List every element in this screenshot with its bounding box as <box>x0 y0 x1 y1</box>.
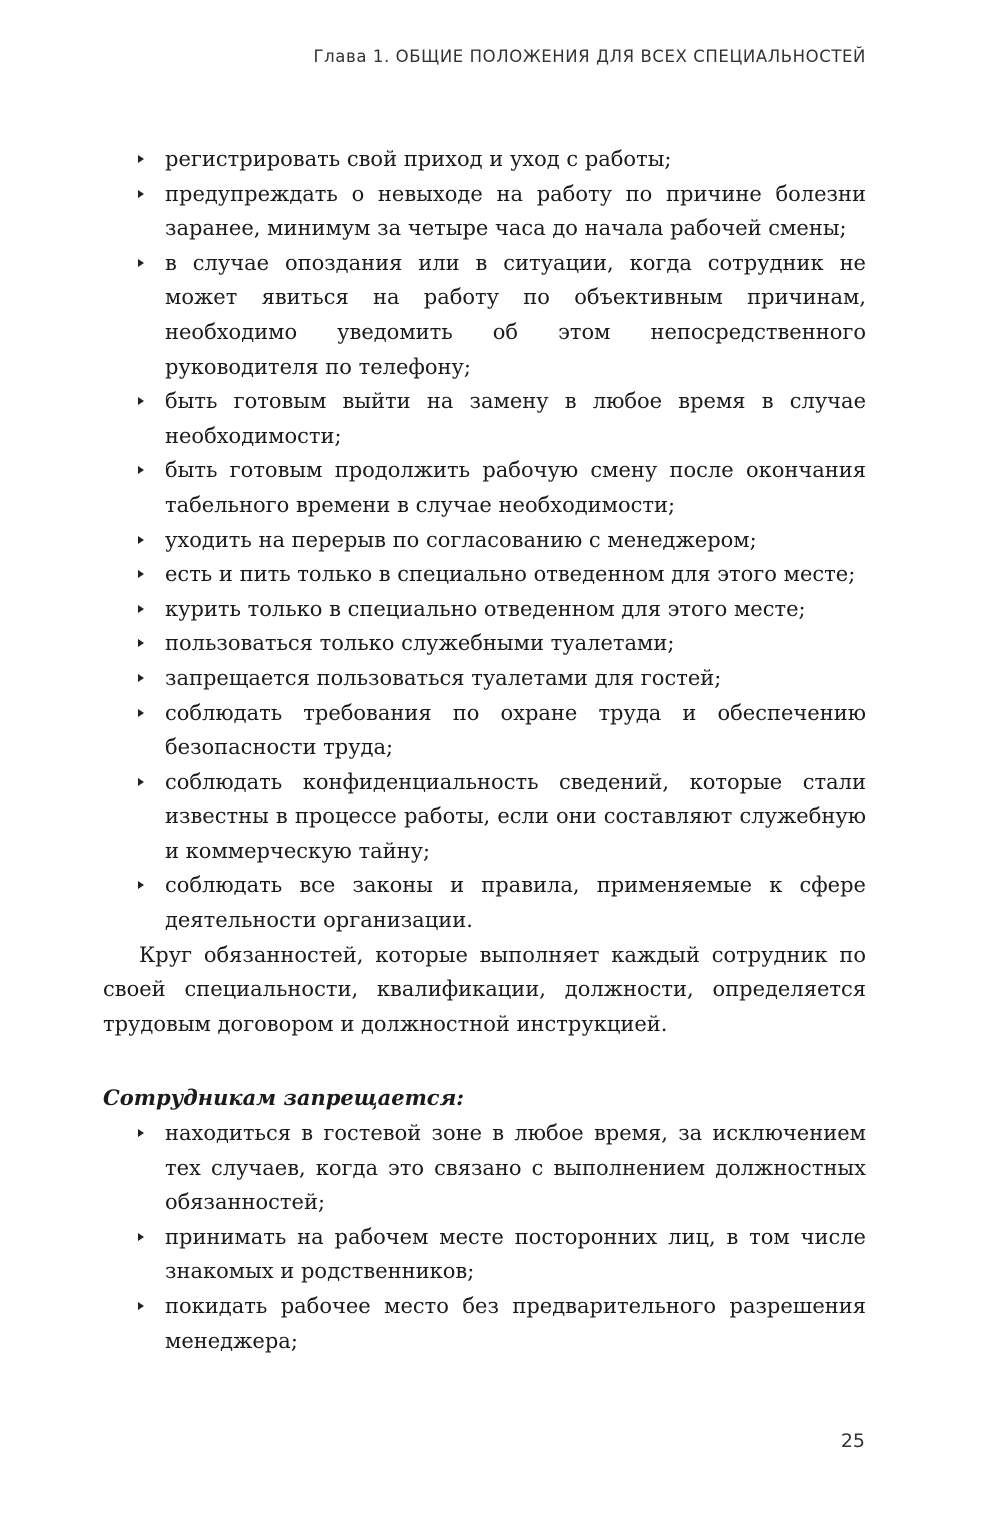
triangle-bullet-icon <box>138 397 144 405</box>
list-item-text: находиться в гостевой зоне в любое время, за исключением тех случаев, когда это связано с выполнением должностных обязанностей; <box>165 1121 866 1215</box>
list-item-text: курить только в специально отведенном для этого месте; <box>165 596 806 621</box>
triangle-bullet-icon <box>138 674 144 682</box>
list-item <box>165 765 866 869</box>
list-item-text: предупреждать о невыходе на работу по причине болезни заранее, минимум за четыре часа до начала рабочей смены; <box>165 181 866 241</box>
running-head: Глава 1. ОБЩИЕ ПОЛОЖЕНИЯ ДЛЯ ВСЕХ СПЕЦИАЛЬНОСТЕЙ <box>313 47 866 66</box>
list-item-text: соблюдать требования по охране труда и обеспечению безопасности труда; <box>165 700 866 760</box>
triangle-bullet-icon <box>138 466 144 474</box>
duties-list <box>103 142 866 938</box>
list-item-text: уходить на перерыв по согласованию с менеджером; <box>165 527 757 552</box>
list-item-text: пользоваться только служебными туалетами; <box>165 631 675 656</box>
triangle-bullet-icon <box>138 605 144 613</box>
list-item <box>165 868 866 937</box>
list-item <box>165 453 866 522</box>
list-item <box>165 557 866 592</box>
triangle-bullet-icon <box>138 155 144 163</box>
list-item <box>165 177 866 246</box>
triangle-bullet-icon <box>138 881 144 889</box>
body-paragraph: Круг обязанностей, которые выполняет каждый сотрудник по своей специальности, квалификации, должности, определяется трудовым договором и должностной инструкцией. <box>103 942 866 1036</box>
list-item <box>165 1220 866 1289</box>
list-item <box>165 696 866 765</box>
list-item-text: запрещается пользоваться туалетами для гостей; <box>165 665 722 690</box>
triangle-bullet-icon <box>138 709 144 717</box>
list-item <box>165 142 866 177</box>
triangle-bullet-icon <box>138 1233 144 1241</box>
section-title: Сотрудникам запрещается: <box>103 1085 465 1111</box>
list-item <box>165 1289 866 1358</box>
prohibited-list <box>103 1116 866 1358</box>
triangle-bullet-icon <box>138 259 144 267</box>
list-item <box>165 592 866 627</box>
list-item <box>165 384 866 453</box>
page-body <box>103 142 866 1358</box>
list-item <box>165 626 866 661</box>
list-item-text: быть готовым выйти на замену в любое время в случае необходимости; <box>165 389 866 448</box>
list-item-text: регистрировать свой приход и уход с работы; <box>165 147 672 171</box>
list-item-text: принимать на рабочем месте посторонних лиц, в том числе знакомых и родственников; <box>165 1224 866 1284</box>
list-item-text: в случае опоздания или в ситуации, когда сотрудник не может явиться на работу по объективным причинам, необходимо уведомить об этом непосредственного руководителя по телефону; <box>165 250 866 379</box>
list-item <box>165 523 866 558</box>
triangle-bullet-icon <box>138 536 144 544</box>
triangle-bullet-icon <box>138 190 144 198</box>
triangle-bullet-icon <box>138 1129 144 1137</box>
list-item-text: соблюдать конфиденциальность сведений, которые стали известны в процессе работы, если они составляют служебную и коммерческую тайну; <box>165 769 866 863</box>
triangle-bullet-icon <box>138 778 144 786</box>
list-item-text: есть и пить только в специально отведенном для этого месте; <box>165 562 856 587</box>
list-item <box>165 246 866 384</box>
page-number: 25 <box>840 1430 865 1452</box>
triangle-bullet-icon <box>138 570 144 578</box>
list-item-text: быть готовым продолжить рабочую смену после окончания табельного времени в случае необходимости; <box>165 458 866 517</box>
list-item-text: покидать рабочее место без предварительного разрешения менеджера; <box>165 1294 866 1353</box>
triangle-bullet-icon <box>138 639 144 647</box>
list-item <box>165 661 866 696</box>
list-item <box>165 1116 866 1220</box>
triangle-bullet-icon <box>138 1302 144 1310</box>
list-item-text: соблюдать все законы и правила, применяемые к сфере деятельности организации. <box>165 873 866 933</box>
